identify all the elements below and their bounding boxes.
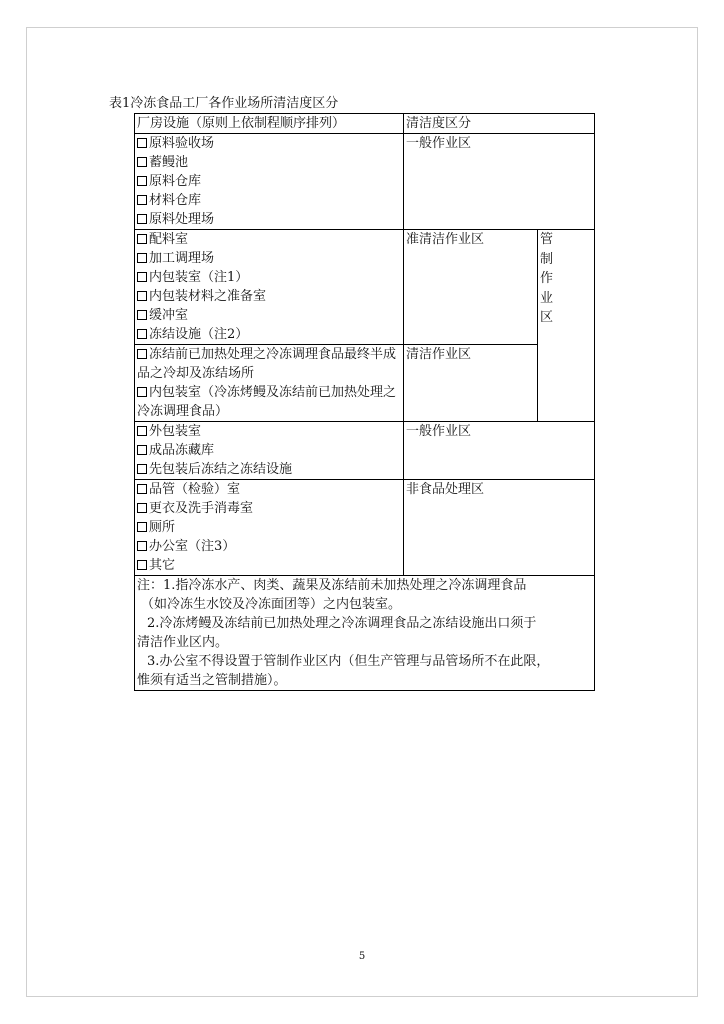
table-header-row <box>135 114 595 134</box>
list-item: 冻结设施（注2） <box>137 325 401 344</box>
list-item: 先包装后冻结之冻结设施 <box>137 460 401 479</box>
table-caption: 表1冷冻食品工厂各作业场所清洁度区分 <box>109 96 339 111</box>
checkbox-icon <box>137 291 147 301</box>
checkbox-icon <box>137 522 147 532</box>
list-item: 原料仓库 <box>137 172 401 191</box>
page-number: 5 <box>358 951 366 962</box>
checkbox-icon <box>137 349 147 359</box>
note-line: 3.办公室不得设置于管制作业区内（但生产管理与品管场所不在此限， <box>147 654 550 669</box>
note-line: 2.冷冻烤鳗及冻结前已加热处理之冷冻调理食品之冻结设施出口须于 <box>147 616 537 631</box>
zone-cell: 一般作业区 <box>404 134 595 230</box>
list-item: 蓄鳗池 <box>137 153 401 172</box>
cleanliness-zone-table <box>134 113 595 691</box>
note-line: 注：1.指冷冻水产、肉类、蔬果及冻结前未加热处理之冷冻调理食品 <box>137 578 527 593</box>
list-item: 材料仓库 <box>137 191 401 210</box>
checkbox-icon <box>137 560 147 570</box>
facility-cell <box>135 480 404 576</box>
zone-cell: 准清洁作业区 <box>404 230 538 345</box>
list-item: 原料处理场 <box>137 210 401 229</box>
list-item: 更衣及洗手消毒室 <box>137 499 401 518</box>
note-line: 惟须有适当之管制措施）。 <box>137 673 287 688</box>
checkbox-icon <box>137 138 147 148</box>
checkbox-icon <box>137 541 147 551</box>
checkbox-icon <box>137 234 147 244</box>
list-item: 冻结前已加热处理之冷冻调理食品最终半成品之冷却及冻结场所 <box>137 347 397 381</box>
list-item: 品管（检验）室 <box>137 480 401 499</box>
list-item: 厕所 <box>137 518 401 537</box>
checkbox-icon <box>137 214 147 224</box>
table-row <box>135 134 595 230</box>
list-item: 内包装室（注1） <box>137 268 401 287</box>
list-item: 缓冲室 <box>137 306 401 325</box>
note-line: 清洁作业区内。 <box>137 635 229 650</box>
zone-cell: 一般作业区 <box>404 422 595 480</box>
checkbox-icon <box>137 445 147 455</box>
list-item: 内包装室（冷冻烤鳗及冻结前已加热处理之冷冻调理食品） <box>137 385 397 419</box>
zone-cell: 清洁作业区 <box>404 345 538 422</box>
header-zone: 清洁度区分 <box>404 114 595 134</box>
list-item: 原料验收场 <box>137 134 401 153</box>
checkbox-icon <box>137 426 147 436</box>
notes-cell <box>135 576 595 691</box>
control-zone-cell: 管 制 作 业 区 <box>538 230 595 422</box>
zone-cell: 非食品处理区 <box>404 480 595 576</box>
facility-cell <box>135 134 404 230</box>
checkbox-icon <box>137 176 147 186</box>
table-row <box>135 480 595 576</box>
list-item: 内包装材料之准备室 <box>137 287 401 306</box>
list-item: 其它 <box>137 556 401 575</box>
checkbox-icon <box>137 310 147 320</box>
list-item: 办公室（注3） <box>137 537 401 556</box>
table-row <box>135 230 595 345</box>
notes-row <box>135 576 595 691</box>
checkbox-icon <box>137 195 147 205</box>
list-item: 成品冻藏库 <box>137 441 401 460</box>
list-item: 加工调理场 <box>137 249 401 268</box>
facility-cell <box>135 422 404 480</box>
checkbox-icon <box>137 387 147 397</box>
facility-cell <box>135 345 404 422</box>
note-line: （如冷冻生水饺及冷冻面团等）之内包装室。 <box>141 597 402 612</box>
checkbox-icon <box>137 503 147 513</box>
table-row <box>135 422 595 480</box>
checkbox-icon <box>137 253 147 263</box>
table-row <box>135 345 595 422</box>
facility-cell <box>135 230 404 345</box>
checkbox-icon <box>137 484 147 494</box>
list-item: 外包装室 <box>137 422 401 441</box>
header-facility: 厂房设施（原则上依制程顺序排列） <box>135 114 404 134</box>
checkbox-icon <box>137 157 147 167</box>
list-item: 配料室 <box>137 230 401 249</box>
checkbox-icon <box>137 329 147 339</box>
checkbox-icon <box>137 464 147 474</box>
checkbox-icon <box>137 272 147 282</box>
